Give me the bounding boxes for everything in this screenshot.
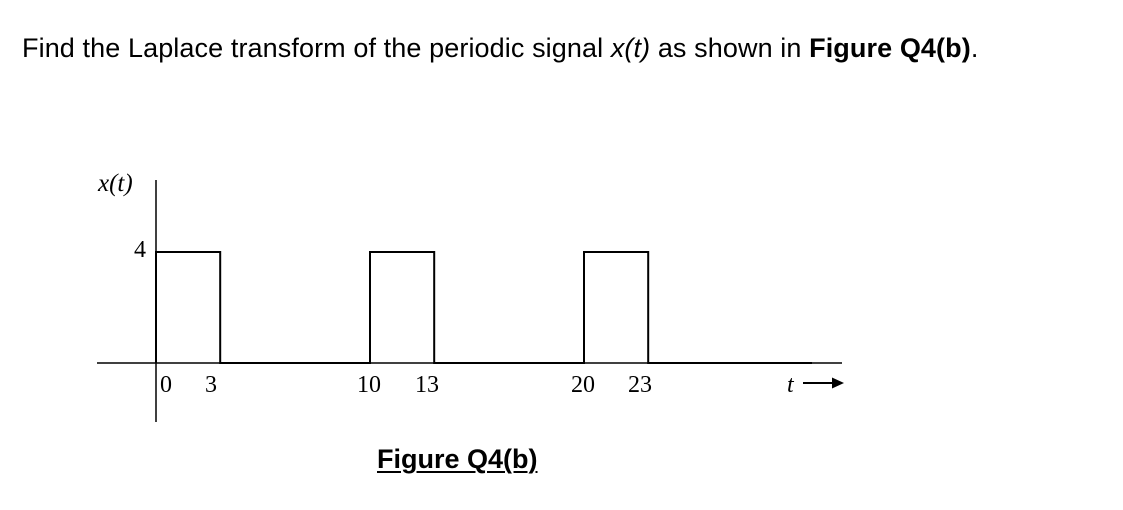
figure-reference: Figure Q4(b) [809, 33, 971, 63]
pulse-train-line [156, 252, 812, 363]
x-axis-label: t [787, 372, 794, 398]
x-tick-label: 20 [571, 372, 595, 398]
question-part2: as shown in [650, 33, 810, 63]
x-tick-label: 3 [205, 372, 217, 398]
x-tick-label: 13 [415, 372, 439, 398]
x-tick-label: 0 [160, 372, 172, 398]
y-axis-label: x(t) [98, 170, 133, 197]
arrow-right-icon [803, 378, 844, 389]
x-tick-label: 10 [357, 372, 381, 398]
x-tick-label: 23 [628, 372, 652, 398]
y-tick-label: 4 [134, 237, 146, 263]
question-part1: Find the Laplace transform of the periodic signal [22, 33, 611, 63]
figure-caption: Figure Q4(b) [377, 444, 538, 474]
signal-name: x(t) [610, 33, 651, 63]
question-end: . [970, 33, 979, 63]
x-tick-labels [160, 372, 652, 398]
